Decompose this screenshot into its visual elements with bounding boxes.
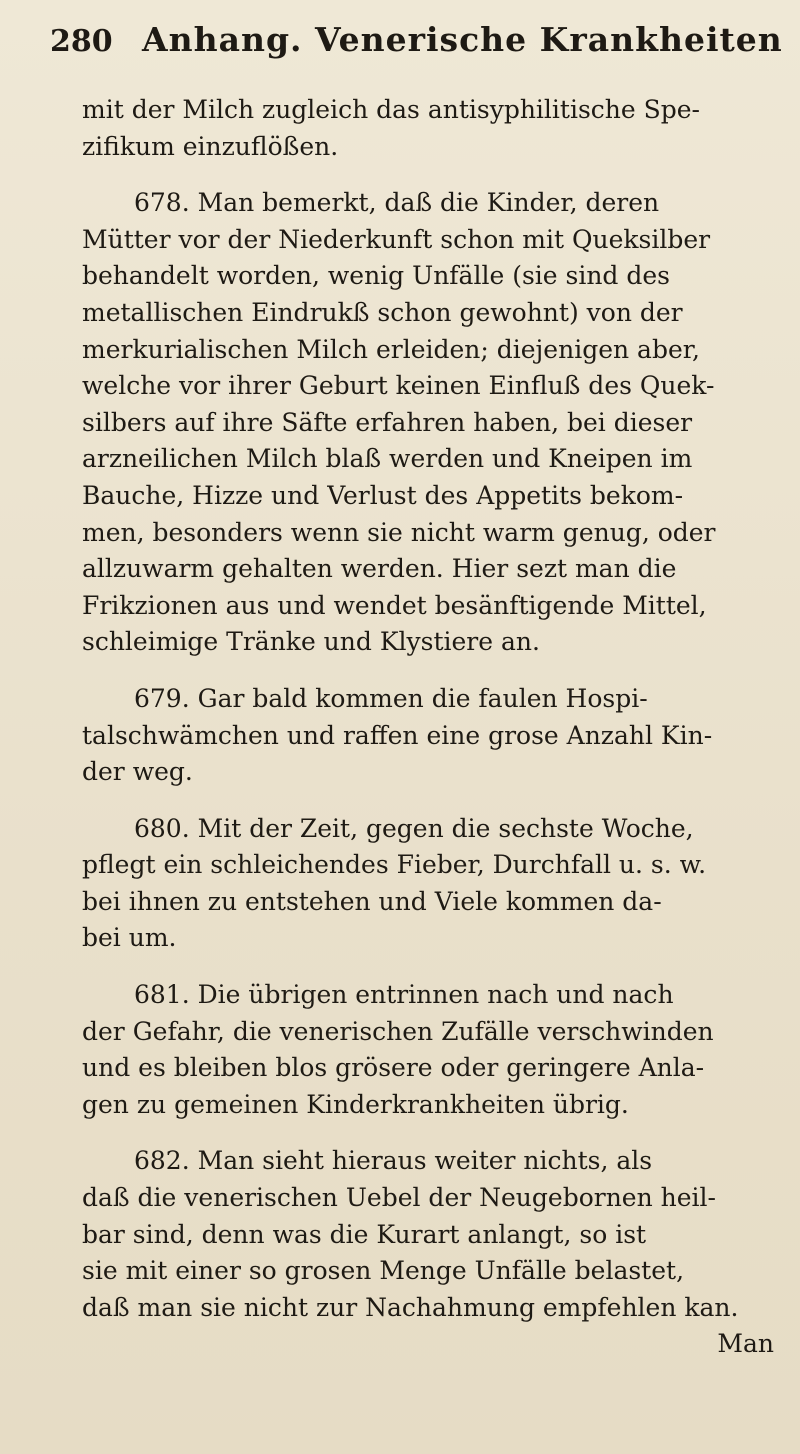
- text-line: gen zu gemeinen Kinderkrankheiten übrig.: [82, 1089, 629, 1119]
- text-line: bei ihnen zu entstehen und Viele kommen da-: [82, 886, 662, 916]
- text-line: der Gefahr, die venerischen Zufälle verschwinden: [82, 1016, 714, 1046]
- text-line: der weg.: [82, 757, 193, 787]
- text-line: 678. Man bemerkt, daß die Kinder, deren: [134, 188, 660, 218]
- body-text: [82, 92, 782, 1363]
- text-line: welche vor ihrer Geburt keinen Einfluß des Quek-: [82, 371, 715, 401]
- text-line: 680. Mit der Zeit, gegen die sechste Woche,: [134, 813, 694, 843]
- text-line: daß man sie nicht zur Nachahmung empfehlen kan.: [82, 1292, 739, 1322]
- text-line: silbers auf ihre Säfte erfahren haben, bei dieser: [82, 407, 693, 437]
- text-line: mit der Milch zugleich das antisyphilitische Spe-: [82, 95, 701, 124]
- text-line: sie mit einer so grosen Menge Unfälle belastet,: [82, 1256, 685, 1286]
- text-line: Mütter vor der Niederkunft schon mit Queksilber: [82, 224, 711, 254]
- text-line: 682. Man sieht hieraus weiter nichts, als: [134, 1146, 653, 1176]
- text-line: men, besonders wenn sie nicht warm genug, oder: [82, 517, 716, 547]
- text-line: 681. Die übrigen entrinnen nach und nach: [134, 980, 674, 1010]
- page-number: 280: [50, 24, 113, 59]
- text-line: und es bleiben blos grösere oder geringere Anla-: [82, 1053, 705, 1083]
- text-line: daß die venerischen Uebel der Neugebornen heil-: [82, 1183, 716, 1213]
- text-line: arzneilichen Milch blaß werden und Kneipen im: [82, 444, 693, 474]
- text-line: metallischen Eindrukß schon gewohnt) von der: [82, 297, 683, 327]
- text-line: 679. Gar bald kommen die faulen Hospi-: [134, 683, 648, 713]
- text-line: schleimige Tränke und Klystiere an.: [82, 627, 540, 657]
- running-head: Anhang. Venerische Krankheiten: [142, 20, 783, 59]
- text-line: zifikum einzuflößen.: [82, 131, 339, 161]
- text-line: Frikzionen aus und wendet besänftigende Mittel,: [82, 590, 707, 620]
- text-line: Bauche, Hizze und Verlust des Appetits bekom-: [82, 480, 684, 510]
- page-header: [50, 18, 783, 68]
- text-line: behandelt worden, wenig Unfälle (sie sind des: [82, 261, 671, 291]
- text-line: bei um.: [82, 923, 177, 953]
- text-line: pflegt ein schleichendes Fieber, Durchfall u. s. w.: [82, 850, 707, 880]
- text-line: talschwämchen und raffen eine grose Anzahl Kin-: [82, 720, 713, 750]
- text-line: merkurialischen Milch erleiden; diejenigen aber,: [82, 334, 700, 364]
- catchword: Man: [717, 1329, 774, 1359]
- text-line: allzuwarm gehalten werden. Hier sezt man die: [82, 554, 677, 584]
- text-line: bar sind, denn was die Kurart anlangt, so ist: [82, 1219, 647, 1249]
